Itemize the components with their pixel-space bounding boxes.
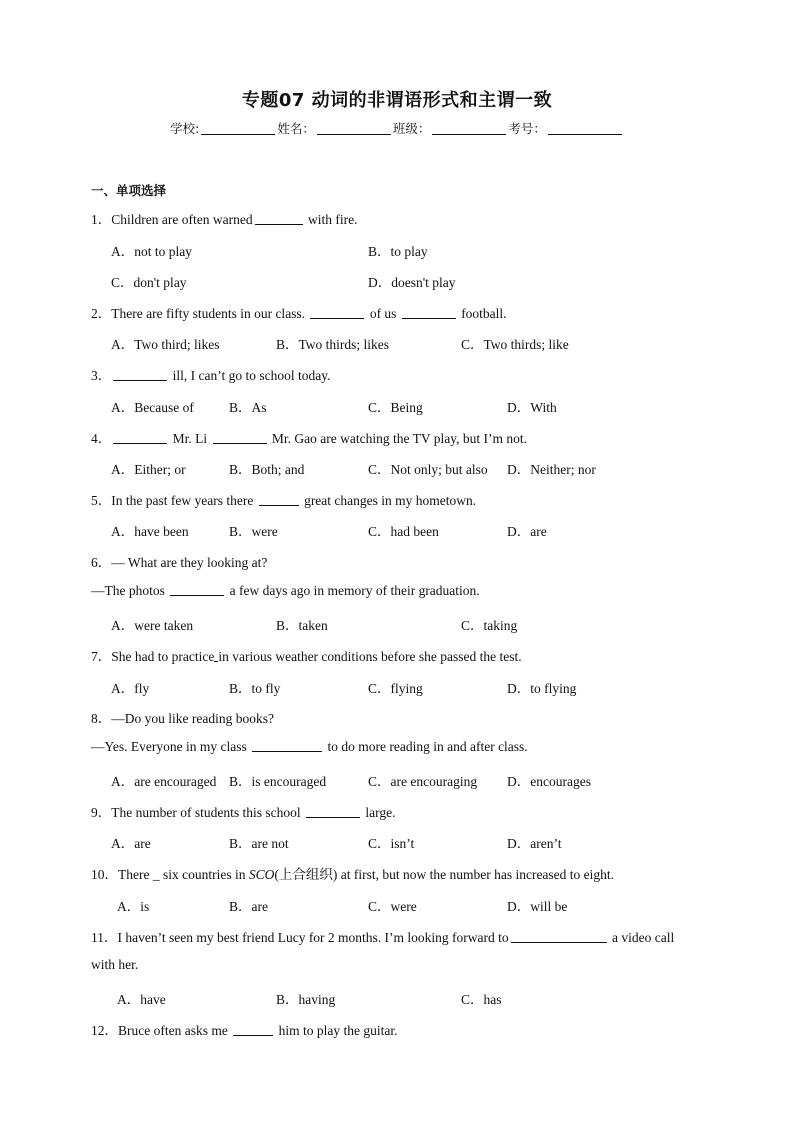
option-b[interactable]: B．to play xyxy=(368,244,428,259)
option-c[interactable]: C．isn’t xyxy=(368,836,415,851)
student-info-line xyxy=(0,119,794,137)
question-text: great changes in my hometown. xyxy=(300,493,477,508)
option-c[interactable]: C．taking xyxy=(461,618,518,633)
option-d[interactable]: D．doesn't play xyxy=(368,275,456,290)
question-number: 2． xyxy=(91,306,112,321)
question-text: a video call xyxy=(608,930,675,945)
option-c[interactable]: C．Being xyxy=(368,400,423,415)
question-text: Bruce often asks me xyxy=(118,1023,232,1038)
answer-blank[interactable] xyxy=(306,804,360,818)
question-text: —Yes. Everyone in my class xyxy=(91,739,251,754)
question-text: I haven’t seen my best friend Lucy for 2 months. I’m looking forward to xyxy=(117,930,509,945)
option-d[interactable]: D．encourages xyxy=(507,774,591,789)
question-text: in various weather conditions before she passed the test. xyxy=(218,649,522,664)
question-text: (上合组织) at first, but now the number has increased to eight. xyxy=(274,867,615,882)
question-2 xyxy=(91,302,507,322)
question-6-line-2 xyxy=(91,582,480,599)
number-label: 考号： xyxy=(508,121,546,136)
question-text: six countries in xyxy=(159,867,249,882)
option-a[interactable]: A．have been xyxy=(111,524,189,539)
question-text: She had to practice xyxy=(111,649,215,664)
option-b[interactable]: B．are not xyxy=(229,836,289,851)
answer-blank[interactable]: _ xyxy=(152,867,160,882)
option-c[interactable]: C．Two thirds; like xyxy=(461,337,569,352)
question-4 xyxy=(91,427,527,447)
question-number: 10． xyxy=(91,867,118,882)
class-label: 班级： xyxy=(392,121,431,136)
question-text: Children are often warned xyxy=(111,212,253,227)
question-number: 3． xyxy=(91,368,112,383)
question-text: Mr. Li xyxy=(169,431,211,446)
question-text: football. xyxy=(457,306,507,321)
option-d[interactable]: D．to flying xyxy=(507,681,577,696)
option-a[interactable]: A．Either; or xyxy=(111,462,186,477)
question-8 xyxy=(91,707,274,727)
answer-blank[interactable] xyxy=(255,211,303,225)
option-a[interactable]: A．Because of xyxy=(111,400,194,415)
name-blank[interactable] xyxy=(317,121,391,135)
option-a[interactable]: A．are xyxy=(111,836,151,851)
option-a[interactable]: A．is xyxy=(117,899,150,914)
question-number: 5． xyxy=(91,493,112,508)
answer-blank[interactable] xyxy=(213,430,267,444)
question-number: 9． xyxy=(91,805,112,820)
name-label: 姓名： xyxy=(277,121,315,136)
question-8-line-2 xyxy=(91,738,528,755)
option-b[interactable]: B．Both; and xyxy=(229,462,305,477)
option-a[interactable]: A．Two third; likes xyxy=(111,337,220,352)
question-12 xyxy=(91,1019,397,1039)
question-text: — What are they looking at? xyxy=(111,555,268,570)
question-number: 4． xyxy=(91,431,112,446)
answer-blank[interactable] xyxy=(511,929,607,943)
question-number: 12． xyxy=(91,1023,118,1038)
question-11-line-2 xyxy=(91,957,138,973)
answer-blank[interactable] xyxy=(113,367,167,381)
question-text: of us xyxy=(366,306,400,321)
answer-blank[interactable] xyxy=(170,582,224,596)
option-b[interactable]: B．having xyxy=(276,992,336,1007)
question-6 xyxy=(91,551,267,571)
option-c[interactable]: C．flying xyxy=(368,681,423,696)
question-text: There xyxy=(118,867,153,882)
question-text: The number of students this school xyxy=(111,805,304,820)
question-11 xyxy=(91,926,674,946)
option-a[interactable]: A．not to play xyxy=(111,244,192,259)
question-text: —Do you like reading books? xyxy=(111,711,274,726)
option-b[interactable]: B．taken xyxy=(276,618,328,633)
question-text: Mr. Gao are watching the TV play, but I’m not. xyxy=(268,431,527,446)
answer-blank[interactable] xyxy=(259,492,299,506)
school-blank[interactable] xyxy=(201,121,275,135)
question-number: 6． xyxy=(91,555,112,570)
option-b[interactable]: B．Two thirds; likes xyxy=(276,337,390,352)
option-b[interactable]: B．were xyxy=(229,524,278,539)
answer-blank[interactable] xyxy=(402,305,456,319)
option-d[interactable]: D．will be xyxy=(507,899,568,914)
answer-blank[interactable] xyxy=(233,1022,273,1036)
question-number: 1． xyxy=(91,212,112,227)
page-title: 专题07 动词的非谓语形式和主谓一致 xyxy=(241,90,553,111)
option-d[interactable]: D．With xyxy=(507,400,557,415)
answer-blank[interactable] xyxy=(310,305,364,319)
question-number: 7． xyxy=(91,649,112,664)
option-c[interactable]: C．are encouraging xyxy=(368,774,478,789)
number-blank[interactable] xyxy=(548,121,622,135)
option-a[interactable]: A．were taken xyxy=(111,618,194,633)
question-text: with her. xyxy=(91,957,139,972)
question-7 xyxy=(91,645,522,665)
question-text: a few days ago in memory of their graduation. xyxy=(226,583,480,598)
question-text: him to play the guitar. xyxy=(275,1023,398,1038)
class-blank[interactable] xyxy=(432,121,506,135)
question-text: In the past few years there xyxy=(111,493,257,508)
section-heading: 一、单项选择 xyxy=(91,183,167,198)
option-a[interactable]: A．are encouraged xyxy=(111,774,217,789)
option-c[interactable]: C．Not only; but also xyxy=(368,462,488,477)
option-b[interactable]: B．are xyxy=(229,899,268,914)
option-b[interactable]: B．As xyxy=(229,400,267,415)
option-b[interactable]: B．to fly xyxy=(229,681,281,696)
option-d[interactable]: D．are xyxy=(507,524,547,539)
option-d[interactable]: D．aren’t xyxy=(507,836,562,851)
option-b[interactable]: B．is encouraged xyxy=(229,774,327,789)
question-10 xyxy=(91,863,614,883)
question-text: to do more reading in and after class. xyxy=(324,739,528,754)
option-c[interactable]: C．had been xyxy=(368,524,439,539)
option-a[interactable]: A．fly xyxy=(111,681,150,696)
question-text: SCO xyxy=(248,867,275,882)
school-label: 学校: xyxy=(170,121,200,136)
question-3 xyxy=(91,364,330,384)
answer-blank[interactable] xyxy=(252,738,322,752)
question-text: There are fifty students in our class. xyxy=(111,306,309,321)
question-text: large. xyxy=(361,805,396,820)
question-text: —The photos xyxy=(91,583,169,598)
option-c[interactable]: C．were xyxy=(368,899,417,914)
question-text: ill, I can’t go to school today. xyxy=(169,368,331,383)
question-number: 11． xyxy=(91,930,118,945)
option-d[interactable]: D．Neither; nor xyxy=(507,462,596,477)
question-1 xyxy=(91,208,357,228)
question-9 xyxy=(91,801,395,821)
answer-blank[interactable] xyxy=(113,430,167,444)
option-c[interactable]: C．don't play xyxy=(111,275,187,290)
question-number: 8． xyxy=(91,711,112,726)
question-text: with fire. xyxy=(304,212,358,227)
option-a[interactable]: A．have xyxy=(117,992,166,1007)
question-5 xyxy=(91,489,476,509)
option-c[interactable]: C．has xyxy=(461,992,502,1007)
